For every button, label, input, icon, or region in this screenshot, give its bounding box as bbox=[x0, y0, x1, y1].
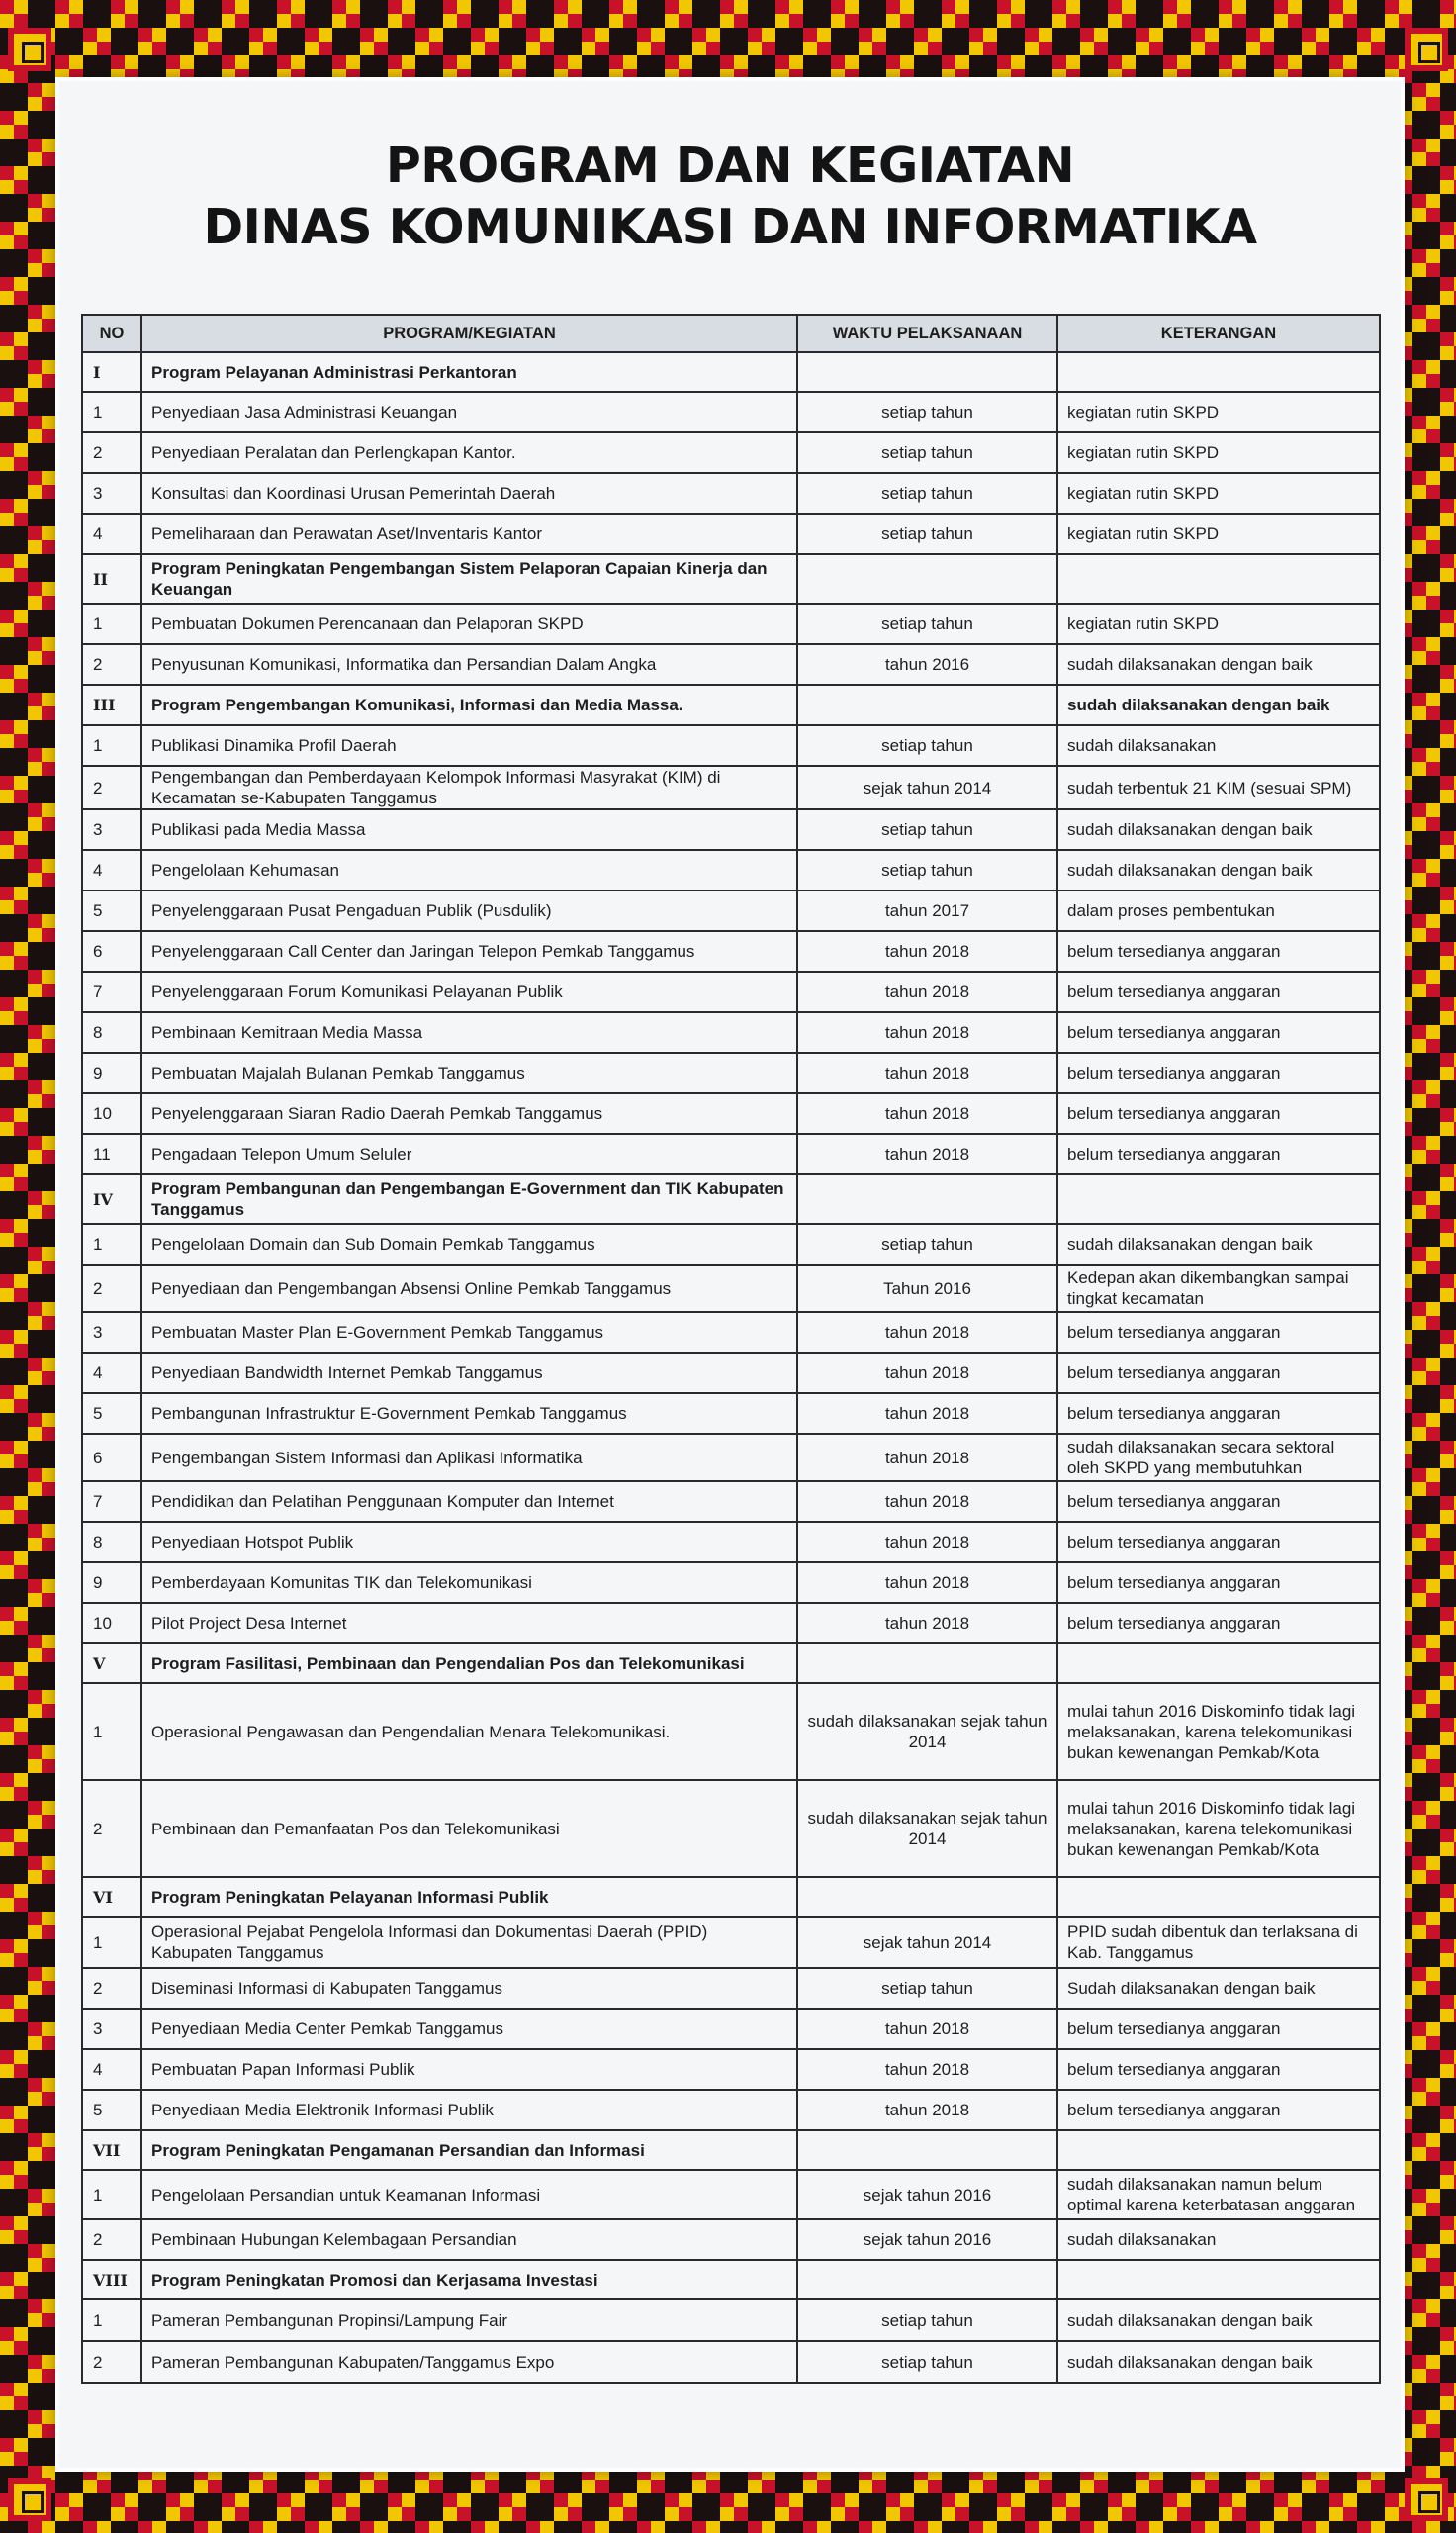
row-keterangan: belum tersedianya anggaran bbox=[1057, 2049, 1380, 2090]
row-keterangan: belum tersedianya anggaran bbox=[1057, 1481, 1380, 1522]
kegiatan-row bbox=[82, 1393, 1380, 1434]
row-waktu: tahun 2018 bbox=[797, 1312, 1057, 1353]
kegiatan-row bbox=[82, 1224, 1380, 1265]
row-waktu: tahun 2018 bbox=[797, 1522, 1057, 1562]
kegiatan-row bbox=[82, 1968, 1380, 2009]
row-keterangan: belum tersedianya anggaran bbox=[1057, 1353, 1380, 1393]
row-waktu: setiap tahun bbox=[797, 1224, 1057, 1265]
row-kegiatan: Penyediaan Peralatan dan Perlengkapan Kantor. bbox=[141, 432, 797, 473]
row-waktu bbox=[797, 554, 1057, 604]
program-row bbox=[82, 554, 1380, 604]
row-waktu: sejak tahun 2014 bbox=[797, 1917, 1057, 1968]
kegiatan-row bbox=[82, 725, 1380, 766]
kegiatan-row bbox=[82, 432, 1380, 473]
row-waktu: tahun 2018 bbox=[797, 1353, 1057, 1393]
row-waktu: tahun 2016 bbox=[797, 644, 1057, 685]
kegiatan-row bbox=[82, 1780, 1380, 1877]
row-kegiatan: Penyediaan Jasa Administrasi Keuangan bbox=[141, 392, 797, 432]
row-keterangan: belum tersedianya anggaran bbox=[1057, 1053, 1380, 1093]
row-number: VI bbox=[82, 1877, 141, 1917]
row-kegiatan: Program Pengembangan Komunikasi, Informasi dan Media Massa. bbox=[141, 685, 797, 725]
row-keterangan: kegiatan rutin SKPD bbox=[1057, 473, 1380, 514]
row-waktu: tahun 2018 bbox=[797, 972, 1057, 1012]
row-waktu bbox=[797, 1877, 1057, 1917]
table-header-row bbox=[82, 315, 1380, 352]
row-kegiatan: Pembuatan Dokumen Perencanaan dan Pelaporan SKPD bbox=[141, 604, 797, 644]
row-keterangan: belum tersedianya anggaran bbox=[1057, 1603, 1380, 1643]
kegiatan-row bbox=[82, 1012, 1380, 1053]
row-keterangan bbox=[1057, 554, 1380, 604]
kegiatan-row bbox=[82, 2170, 1380, 2219]
row-keterangan: kegiatan rutin SKPD bbox=[1057, 604, 1380, 644]
row-waktu: sejak tahun 2016 bbox=[797, 2170, 1057, 2219]
row-waktu: setiap tahun bbox=[797, 432, 1057, 473]
row-number: II bbox=[82, 554, 141, 604]
title-line-2: DINAS KOMUNIKASI DAN INFORMATIKA bbox=[203, 199, 1257, 255]
row-number: 2 bbox=[82, 1780, 141, 1877]
row-kegiatan: Pembuatan Papan Informasi Publik bbox=[141, 2049, 797, 2090]
row-kegiatan: Pengembangan Sistem Informasi dan Aplikasi Informatika bbox=[141, 1434, 797, 1481]
corner-ornament-top-right bbox=[1405, 28, 1448, 71]
row-keterangan: sudah dilaksanakan namun belum optimal karena keterbatasan anggaran bbox=[1057, 2170, 1380, 2219]
row-waktu: tahun 2018 bbox=[797, 1134, 1057, 1174]
row-number: 7 bbox=[82, 972, 141, 1012]
row-number: 10 bbox=[82, 1603, 141, 1643]
row-kegiatan: Pembinaan Kemitraan Media Massa bbox=[141, 1012, 797, 1053]
row-kegiatan: Program Peningkatan Pengamanan Persandian dan Informasi bbox=[141, 2130, 797, 2170]
row-number: 1 bbox=[82, 392, 141, 432]
table-body bbox=[82, 352, 1380, 2383]
row-kegiatan: Pengembangan dan Pemberdayaan Kelompok Informasi Masyrakat (KIM) di Kecamatan se-Kabupaten Tanggamus bbox=[141, 766, 797, 809]
row-keterangan: belum tersedianya anggaran bbox=[1057, 2090, 1380, 2130]
header-keterangan: KETERANGAN bbox=[1057, 315, 1380, 352]
row-kegiatan: Pembinaan dan Pemanfaatan Pos dan Telekomunikasi bbox=[141, 1780, 797, 1877]
row-number: 8 bbox=[82, 1012, 141, 1053]
row-kegiatan: Penyelenggaraan Forum Komunikasi Pelayanan Publik bbox=[141, 972, 797, 1012]
row-keterangan: kegiatan rutin SKPD bbox=[1057, 392, 1380, 432]
row-number: 1 bbox=[82, 725, 141, 766]
header-program: PROGRAM/KEGIATAN bbox=[141, 315, 797, 352]
kegiatan-row bbox=[82, 1683, 1380, 1780]
kegiatan-row bbox=[82, 392, 1380, 432]
row-keterangan bbox=[1057, 1877, 1380, 1917]
row-keterangan: sudah dilaksanakan dengan baik bbox=[1057, 685, 1380, 725]
row-kegiatan: Penyediaan dan Pengembangan Absensi Online Pemkab Tanggamus bbox=[141, 1265, 797, 1312]
row-waktu bbox=[797, 1174, 1057, 1224]
board-panel bbox=[59, 81, 1401, 2468]
row-kegiatan: Penyelenggaraan Siaran Radio Daerah Pemkab Tanggamus bbox=[141, 1093, 797, 1134]
row-kegiatan: Pembinaan Hubungan Kelembagaan Persandian bbox=[141, 2219, 797, 2260]
row-kegiatan: Operasional Pengawasan dan Pengendalian Menara Telekomunikasi. bbox=[141, 1683, 797, 1780]
row-number: 5 bbox=[82, 891, 141, 931]
row-number: 7 bbox=[82, 1481, 141, 1522]
row-kegiatan: Penyelenggaraan Pusat Pengaduan Publik (Pusdulik) bbox=[141, 891, 797, 931]
row-waktu: setiap tahun bbox=[797, 604, 1057, 644]
row-waktu: setiap tahun bbox=[797, 392, 1057, 432]
row-waktu: tahun 2018 bbox=[797, 1434, 1057, 1481]
kegiatan-row bbox=[82, 1265, 1380, 1312]
row-number: 2 bbox=[82, 766, 141, 809]
row-keterangan: kegiatan rutin SKPD bbox=[1057, 514, 1380, 554]
row-kegiatan: Pengadaan Telepon Umum Seluler bbox=[141, 1134, 797, 1174]
row-keterangan bbox=[1057, 1174, 1380, 1224]
row-keterangan: mulai tahun 2016 Diskominfo tidak lagi melaksanakan, karena telekomunikasi bukan kewenangan Pemkab/Kota bbox=[1057, 1683, 1380, 1780]
row-number: 2 bbox=[82, 2341, 141, 2383]
row-keterangan: sudah dilaksanakan bbox=[1057, 725, 1380, 766]
row-waktu: tahun 2018 bbox=[797, 2090, 1057, 2130]
row-waktu bbox=[797, 2130, 1057, 2170]
kegiatan-row bbox=[82, 1917, 1380, 1968]
corner-ornament-bottom-left bbox=[8, 2478, 51, 2521]
row-waktu: sudah dilaksanakan sejak tahun 2014 bbox=[797, 1780, 1057, 1877]
program-row bbox=[82, 2260, 1380, 2299]
kegiatan-row bbox=[82, 809, 1380, 850]
program-row bbox=[82, 685, 1380, 725]
row-keterangan: sudah dilaksanakan secara sektoral oleh SKPD yang membutuhkan bbox=[1057, 1434, 1380, 1481]
row-number: 9 bbox=[82, 1562, 141, 1603]
kegiatan-row bbox=[82, 1353, 1380, 1393]
kegiatan-row bbox=[82, 850, 1380, 891]
row-number: 6 bbox=[82, 1434, 141, 1481]
kegiatan-row bbox=[82, 1562, 1380, 1603]
row-number: 3 bbox=[82, 473, 141, 514]
row-number: 4 bbox=[82, 850, 141, 891]
row-keterangan: Sudah dilaksanakan dengan baik bbox=[1057, 1968, 1380, 2009]
row-number: 2 bbox=[82, 2219, 141, 2260]
row-waktu bbox=[797, 2260, 1057, 2299]
row-keterangan bbox=[1057, 1643, 1380, 1683]
row-waktu: tahun 2018 bbox=[797, 2049, 1057, 2090]
row-keterangan: belum tersedianya anggaran bbox=[1057, 972, 1380, 1012]
row-kegiatan: Publikasi Dinamika Profil Daerah bbox=[141, 725, 797, 766]
row-waktu: setiap tahun bbox=[797, 2299, 1057, 2341]
kegiatan-row bbox=[82, 766, 1380, 809]
row-kegiatan: Penyediaan Media Center Pemkab Tanggamus bbox=[141, 2009, 797, 2049]
row-kegiatan: Pengelolaan Kehumasan bbox=[141, 850, 797, 891]
kegiatan-row bbox=[82, 1053, 1380, 1093]
row-waktu: tahun 2018 bbox=[797, 1562, 1057, 1603]
row-number: 3 bbox=[82, 809, 141, 850]
kegiatan-row bbox=[82, 1134, 1380, 1174]
row-keterangan: belum tersedianya anggaran bbox=[1057, 1012, 1380, 1053]
corner-ornament-top-left bbox=[8, 28, 51, 71]
kegiatan-row bbox=[82, 473, 1380, 514]
row-waktu: setiap tahun bbox=[797, 725, 1057, 766]
row-number: III bbox=[82, 685, 141, 725]
row-keterangan: sudah terbentuk 21 KIM (sesuai SPM) bbox=[1057, 766, 1380, 809]
row-keterangan bbox=[1057, 352, 1380, 392]
title-line-1: PROGRAM DAN KEGIATAN bbox=[385, 138, 1075, 194]
row-keterangan: belum tersedianya anggaran bbox=[1057, 1562, 1380, 1603]
row-waktu: sejak tahun 2014 bbox=[797, 766, 1057, 809]
row-number: 5 bbox=[82, 2090, 141, 2130]
row-keterangan: mulai tahun 2016 Diskominfo tidak lagi melaksanakan, karena telekomunikasi bukan kewenangan Pemkab/Kota bbox=[1057, 1780, 1380, 1877]
row-kegiatan: Program Peningkatan Pelayanan Informasi Publik bbox=[141, 1877, 797, 1917]
row-waktu: tahun 2018 bbox=[797, 1093, 1057, 1134]
row-waktu: setiap tahun bbox=[797, 514, 1057, 554]
row-keterangan: sudah dilaksanakan dengan baik bbox=[1057, 809, 1380, 850]
row-kegiatan: Publikasi pada Media Massa bbox=[141, 809, 797, 850]
kegiatan-row bbox=[82, 931, 1380, 972]
row-keterangan: sudah dilaksanakan dengan baik bbox=[1057, 1224, 1380, 1265]
row-waktu bbox=[797, 1643, 1057, 1683]
row-number: 1 bbox=[82, 2299, 141, 2341]
program-table bbox=[81, 314, 1381, 2384]
kegiatan-row bbox=[82, 1312, 1380, 1353]
kegiatan-row bbox=[82, 1603, 1380, 1643]
row-keterangan: sudah dilaksanakan dengan baik bbox=[1057, 850, 1380, 891]
row-keterangan: PPID sudah dibentuk dan terlaksana di Kab. Tanggamus bbox=[1057, 1917, 1380, 1968]
row-number: 1 bbox=[82, 1224, 141, 1265]
row-kegiatan: Pameran Pembangunan Propinsi/Lampung Fair bbox=[141, 2299, 797, 2341]
row-kegiatan: Penyediaan Media Elektronik Informasi Publik bbox=[141, 2090, 797, 2130]
corner-ornament-bottom-right bbox=[1405, 2478, 1448, 2521]
row-kegiatan: Pemeliharaan dan Perawatan Aset/Inventaris Kantor bbox=[141, 514, 797, 554]
row-kegiatan: Penyusunan Komunikasi, Informatika dan Persandian Dalam Angka bbox=[141, 644, 797, 685]
row-number: 1 bbox=[82, 1683, 141, 1780]
row-keterangan: sudah dilaksanakan dengan baik bbox=[1057, 2299, 1380, 2341]
row-number: 4 bbox=[82, 514, 141, 554]
row-kegiatan: Diseminasi Informasi di Kabupaten Tanggamus bbox=[141, 1968, 797, 2009]
row-keterangan: belum tersedianya anggaran bbox=[1057, 1312, 1380, 1353]
row-kegiatan: Penyediaan Hotspot Publik bbox=[141, 1522, 797, 1562]
row-keterangan: sudah dilaksanakan bbox=[1057, 2219, 1380, 2260]
kegiatan-row bbox=[82, 891, 1380, 931]
row-kegiatan: Konsultasi dan Koordinasi Urusan Pemerintah Daerah bbox=[141, 473, 797, 514]
row-keterangan: Kedepan akan dikembangkan sampai tingkat kecamatan bbox=[1057, 1265, 1380, 1312]
row-number: 3 bbox=[82, 1312, 141, 1353]
row-keterangan bbox=[1057, 2130, 1380, 2170]
row-kegiatan: Program Pembangunan dan Pengembangan E-Government dan TIK Kabupaten Tanggamus bbox=[141, 1174, 797, 1224]
program-row bbox=[82, 1174, 1380, 1224]
kegiatan-row bbox=[82, 972, 1380, 1012]
row-number: 4 bbox=[82, 1353, 141, 1393]
program-row bbox=[82, 2130, 1380, 2170]
row-number: 1 bbox=[82, 2170, 141, 2219]
kegiatan-row bbox=[82, 2009, 1380, 2049]
kegiatan-row bbox=[82, 2299, 1380, 2341]
kegiatan-row bbox=[82, 1434, 1380, 1481]
row-waktu: setiap tahun bbox=[797, 850, 1057, 891]
row-kegiatan: Penyediaan Bandwidth Internet Pemkab Tanggamus bbox=[141, 1353, 797, 1393]
kegiatan-row bbox=[82, 2090, 1380, 2130]
row-waktu: setiap tahun bbox=[797, 2341, 1057, 2383]
kegiatan-row bbox=[82, 2219, 1380, 2260]
row-number: VIII bbox=[82, 2260, 141, 2299]
row-keterangan: sudah dilaksanakan dengan baik bbox=[1057, 2341, 1380, 2383]
row-number: V bbox=[82, 1643, 141, 1683]
header-waktu: WAKTU PELAKSANAAN bbox=[797, 315, 1057, 352]
row-number: 1 bbox=[82, 604, 141, 644]
row-number: 1 bbox=[82, 1917, 141, 1968]
row-waktu: tahun 2018 bbox=[797, 1393, 1057, 1434]
row-waktu: tahun 2018 bbox=[797, 1053, 1057, 1093]
row-number: IV bbox=[82, 1174, 141, 1224]
row-number: 4 bbox=[82, 2049, 141, 2090]
row-waktu: setiap tahun bbox=[797, 1968, 1057, 2009]
row-keterangan: belum tersedianya anggaran bbox=[1057, 1134, 1380, 1174]
row-number: 2 bbox=[82, 644, 141, 685]
kegiatan-row bbox=[82, 2341, 1380, 2383]
row-number: 9 bbox=[82, 1053, 141, 1093]
row-waktu: setiap tahun bbox=[797, 809, 1057, 850]
row-kegiatan: Pilot Project Desa Internet bbox=[141, 1603, 797, 1643]
row-kegiatan: Program Fasilitasi, Pembinaan dan Pengendalian Pos dan Telekomunikasi bbox=[141, 1643, 797, 1683]
row-waktu: tahun 2018 bbox=[797, 1012, 1057, 1053]
program-row bbox=[82, 1643, 1380, 1683]
row-number: 8 bbox=[82, 1522, 141, 1562]
row-number: I bbox=[82, 352, 141, 392]
row-keterangan: belum tersedianya anggaran bbox=[1057, 1522, 1380, 1562]
row-kegiatan: Pengelolaan Domain dan Sub Domain Pemkab Tanggamus bbox=[141, 1224, 797, 1265]
row-keterangan bbox=[1057, 2260, 1380, 2299]
kegiatan-row bbox=[82, 514, 1380, 554]
row-number: 10 bbox=[82, 1093, 141, 1134]
program-row bbox=[82, 352, 1380, 392]
row-kegiatan: Pameran Pembangunan Kabupaten/Tanggamus Expo bbox=[141, 2341, 797, 2383]
row-keterangan: belum tersedianya anggaran bbox=[1057, 1393, 1380, 1434]
row-waktu: setiap tahun bbox=[797, 473, 1057, 514]
row-number: 6 bbox=[82, 931, 141, 972]
row-waktu: tahun 2017 bbox=[797, 891, 1057, 931]
row-keterangan: dalam proses pembentukan bbox=[1057, 891, 1380, 931]
kegiatan-row bbox=[82, 604, 1380, 644]
row-kegiatan: Program Peningkatan Promosi dan Kerjasama Investasi bbox=[141, 2260, 797, 2299]
row-keterangan: belum tersedianya anggaran bbox=[1057, 2009, 1380, 2049]
kegiatan-row bbox=[82, 1522, 1380, 1562]
row-waktu: tahun 2018 bbox=[797, 931, 1057, 972]
row-waktu: tahun 2018 bbox=[797, 1603, 1057, 1643]
row-kegiatan: Pembuatan Majalah Bulanan Pemkab Tanggamus bbox=[141, 1053, 797, 1093]
row-kegiatan: Pembuatan Master Plan E-Government Pemkab Tanggamus bbox=[141, 1312, 797, 1353]
row-keterangan: belum tersedianya anggaran bbox=[1057, 1093, 1380, 1134]
row-number: 2 bbox=[82, 432, 141, 473]
row-kegiatan: Program Pelayanan Administrasi Perkantoran bbox=[141, 352, 797, 392]
kegiatan-row bbox=[82, 1481, 1380, 1522]
kegiatan-row bbox=[82, 644, 1380, 685]
row-kegiatan: Pemberdayaan Komunitas TIK dan Telekomunikasi bbox=[141, 1562, 797, 1603]
row-number: 5 bbox=[82, 1393, 141, 1434]
row-waktu: sejak tahun 2016 bbox=[797, 2219, 1057, 2260]
kegiatan-row bbox=[82, 2049, 1380, 2090]
row-number: 2 bbox=[82, 1968, 141, 2009]
row-waktu: tahun 2018 bbox=[797, 2009, 1057, 2049]
row-kegiatan: Penyelenggaraan Call Center dan Jaringan Telepon Pemkab Tanggamus bbox=[141, 931, 797, 972]
row-keterangan: kegiatan rutin SKPD bbox=[1057, 432, 1380, 473]
row-kegiatan: Pengelolaan Persandian untuk Keamanan Informasi bbox=[141, 2170, 797, 2219]
header-no: NO bbox=[82, 315, 141, 352]
row-number: 3 bbox=[82, 2009, 141, 2049]
row-waktu: tahun 2018 bbox=[797, 1481, 1057, 1522]
row-number: VII bbox=[82, 2130, 141, 2170]
row-kegiatan: Program Peningkatan Pengembangan Sistem Pelaporan Capaian Kinerja dan Keuangan bbox=[141, 554, 797, 604]
row-waktu bbox=[797, 685, 1057, 725]
row-keterangan: belum tersedianya anggaran bbox=[1057, 931, 1380, 972]
row-keterangan: sudah dilaksanakan dengan baik bbox=[1057, 644, 1380, 685]
row-waktu: sudah dilaksanakan sejak tahun 2014 bbox=[797, 1683, 1057, 1780]
row-number: 11 bbox=[82, 1134, 141, 1174]
kegiatan-row bbox=[82, 1093, 1380, 1134]
row-waktu bbox=[797, 352, 1057, 392]
row-number: 2 bbox=[82, 1265, 141, 1312]
row-kegiatan: Operasional Pejabat Pengelola Informasi dan Dokumentasi Daerah (PPID) Kabupaten Tanggamus bbox=[141, 1917, 797, 1968]
program-row bbox=[82, 1877, 1380, 1917]
row-kegiatan: Pembangunan Infrastruktur E-Government Pemkab Tanggamus bbox=[141, 1393, 797, 1434]
row-kegiatan: Pendidikan dan Pelatihan Penggunaan Komputer dan Internet bbox=[141, 1481, 797, 1522]
row-waktu: Tahun 2016 bbox=[797, 1265, 1057, 1312]
page-title bbox=[59, 136, 1401, 258]
